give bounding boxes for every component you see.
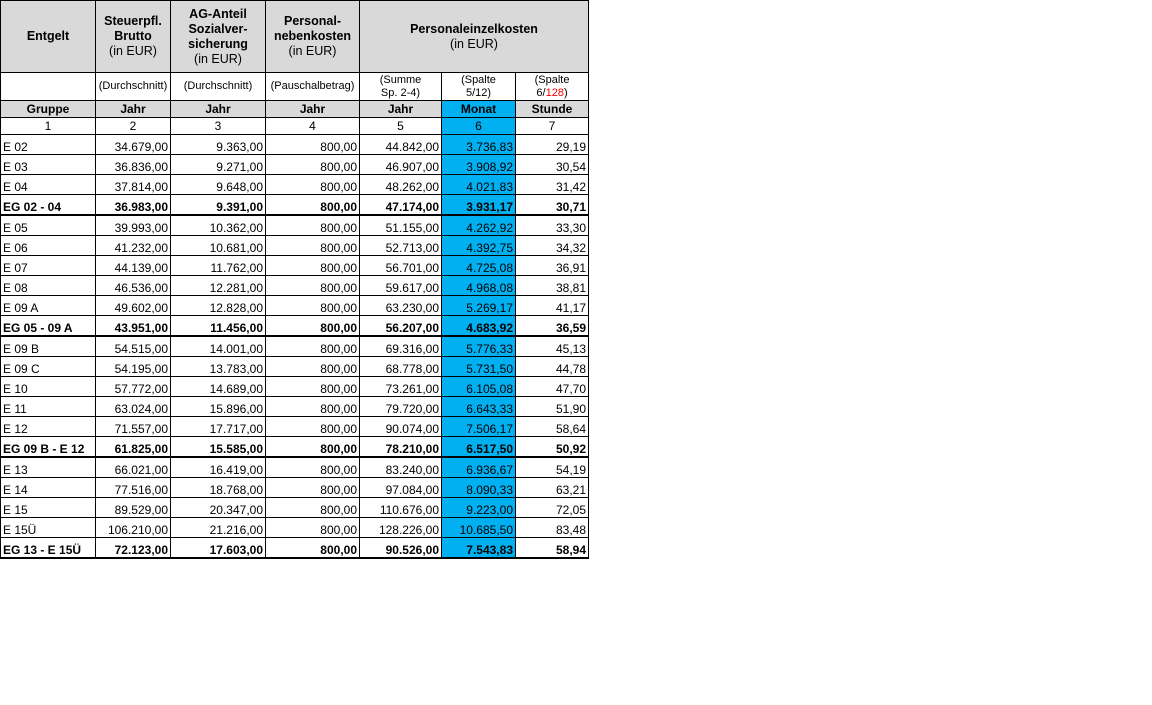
- unit-gruppe: Gruppe: [1, 101, 96, 118]
- cell-gruppe: EG 09 B - E 12: [1, 437, 96, 458]
- cell-col-3: 20.347,00: [171, 498, 266, 518]
- cell-col-4: 800,00: [266, 518, 360, 538]
- cell-col-2: 63.024,00: [96, 397, 171, 417]
- cell-col-6: 4.392,75: [442, 236, 516, 256]
- cell-col-7: 58,94: [516, 538, 589, 559]
- cell-col-5: 63.230,00: [360, 296, 442, 316]
- sub-c6: (Spalte 5/12): [442, 73, 516, 101]
- cell-col-5: 83.240,00: [360, 457, 442, 478]
- cell-col-7: 45,13: [516, 336, 589, 357]
- table-row: [1, 336, 589, 357]
- cell-col-3: 12.281,00: [171, 276, 266, 296]
- cell-col-5: 52.713,00: [360, 236, 442, 256]
- unit-jahr-3: Jahr: [171, 101, 266, 118]
- cell-col-3: 14.689,00: [171, 377, 266, 397]
- colnum-2: 2: [96, 118, 171, 135]
- cell-col-5: 44.842,00: [360, 135, 442, 155]
- cell-col-7: 36,59: [516, 316, 589, 337]
- cell-col-3: 11.456,00: [171, 316, 266, 337]
- cell-col-6: 3.931,17: [442, 195, 516, 216]
- cell-col-2: 66.021,00: [96, 457, 171, 478]
- cell-col-5: 51.155,00: [360, 215, 442, 236]
- cell-col-4: 800,00: [266, 377, 360, 397]
- cell-col-3: 21.216,00: [171, 518, 266, 538]
- unit-jahr-2: Jahr: [96, 101, 171, 118]
- cell-col-6: 9.223,00: [442, 498, 516, 518]
- cell-col-4: 800,00: [266, 397, 360, 417]
- cell-col-6: 4.968,08: [442, 276, 516, 296]
- header-ag-anteil: AG-Anteil Sozialver- sicherung (in EUR): [171, 1, 266, 73]
- cell-col-6: 3.908,92: [442, 155, 516, 175]
- cell-col-3: 16.419,00: [171, 457, 266, 478]
- table-row: [1, 256, 589, 276]
- cell-gruppe: E 09 B: [1, 336, 96, 357]
- cell-col-5: 90.526,00: [360, 538, 442, 559]
- cell-col-6: 6.643,33: [442, 397, 516, 417]
- table-row: [1, 276, 589, 296]
- cell-col-7: 83,48: [516, 518, 589, 538]
- cell-col-3: 9.391,00: [171, 195, 266, 216]
- cell-col-2: 71.557,00: [96, 417, 171, 437]
- cell-col-7: 36,91: [516, 256, 589, 276]
- cell-col-3: 9.271,00: [171, 155, 266, 175]
- table-row: [1, 518, 589, 538]
- cell-col-4: 800,00: [266, 498, 360, 518]
- cell-col-6: 5.776,33: [442, 336, 516, 357]
- table-row: [1, 457, 589, 478]
- cell-gruppe: E 15Ü: [1, 518, 96, 538]
- table-row-subtotal: [1, 316, 589, 337]
- cell-gruppe: E 12: [1, 417, 96, 437]
- cell-col-4: 800,00: [266, 296, 360, 316]
- unit-jahr-5: Jahr: [360, 101, 442, 118]
- cell-col-7: 63,21: [516, 478, 589, 498]
- cell-col-2: 37.814,00: [96, 175, 171, 195]
- cell-col-4: 800,00: [266, 478, 360, 498]
- cell-col-5: 46.907,00: [360, 155, 442, 175]
- table-row-subtotal: [1, 195, 589, 216]
- table-row-subtotal: [1, 538, 589, 559]
- cell-col-5: 59.617,00: [360, 276, 442, 296]
- sub-c3: (Durchschnitt): [171, 73, 266, 101]
- cell-col-5: 68.778,00: [360, 357, 442, 377]
- cell-col-6: 6.936,67: [442, 457, 516, 478]
- cell-gruppe: E 02: [1, 135, 96, 155]
- cell-col-7: 38,81: [516, 276, 589, 296]
- cell-gruppe: E 08: [1, 276, 96, 296]
- cell-col-6: 8.090,33: [442, 478, 516, 498]
- header-personaleinzelkosten: Personaleinzelkosten (in EUR): [360, 1, 589, 73]
- cell-col-3: 9.363,00: [171, 135, 266, 155]
- cell-gruppe: E 09 A: [1, 296, 96, 316]
- header-personalnebenkosten: Personal- nebenkosten (in EUR): [266, 1, 360, 73]
- cell-col-2: 43.951,00: [96, 316, 171, 337]
- cell-col-6: 7.543,83: [442, 538, 516, 559]
- cell-col-5: 47.174,00: [360, 195, 442, 216]
- cell-col-7: 30,54: [516, 155, 589, 175]
- cell-col-3: 9.648,00: [171, 175, 266, 195]
- sub-c4: (Pauschalbetrag): [266, 73, 360, 101]
- cell-col-4: 800,00: [266, 538, 360, 559]
- cell-col-7: 44,78: [516, 357, 589, 377]
- cell-col-5: 128.226,00: [360, 518, 442, 538]
- colnum-6: 6: [442, 118, 516, 135]
- cell-gruppe: E 07: [1, 256, 96, 276]
- cell-col-3: 17.717,00: [171, 417, 266, 437]
- cell-col-4: 800,00: [266, 155, 360, 175]
- cell-col-5: 110.676,00: [360, 498, 442, 518]
- cell-col-2: 61.825,00: [96, 437, 171, 458]
- cell-col-5: 79.720,00: [360, 397, 442, 417]
- cell-col-2: 72.123,00: [96, 538, 171, 559]
- cell-col-2: 54.195,00: [96, 357, 171, 377]
- cell-col-7: 31,42: [516, 175, 589, 195]
- cell-gruppe: E 10: [1, 377, 96, 397]
- cell-col-6: 4.725,08: [442, 256, 516, 276]
- cell-col-6: 10.685,50: [442, 518, 516, 538]
- cell-gruppe: E 13: [1, 457, 96, 478]
- colnum-1: 1: [1, 118, 96, 135]
- cell-gruppe: E 15: [1, 498, 96, 518]
- cell-col-7: 54,19: [516, 457, 589, 478]
- cell-gruppe: EG 13 - E 15Ü: [1, 538, 96, 559]
- table-row: [1, 357, 589, 377]
- cell-col-6: 6.517,50: [442, 437, 516, 458]
- cell-col-5: 90.074,00: [360, 417, 442, 437]
- cell-col-7: 33,30: [516, 215, 589, 236]
- cell-col-7: 72,05: [516, 498, 589, 518]
- cell-col-4: 800,00: [266, 457, 360, 478]
- cell-col-4: 800,00: [266, 417, 360, 437]
- cell-col-7: 47,70: [516, 377, 589, 397]
- cell-col-7: 34,32: [516, 236, 589, 256]
- cell-col-6: 4.262,92: [442, 215, 516, 236]
- cell-col-7: 51,90: [516, 397, 589, 417]
- colnum-3: 3: [171, 118, 266, 135]
- cell-col-4: 800,00: [266, 236, 360, 256]
- table-row: [1, 135, 589, 155]
- cell-col-6: 6.105,08: [442, 377, 516, 397]
- cell-col-3: 17.603,00: [171, 538, 266, 559]
- cell-col-5: 48.262,00: [360, 175, 442, 195]
- cell-col-2: 34.679,00: [96, 135, 171, 155]
- header-row-sub: [1, 73, 589, 101]
- cell-col-6: 3.736,83: [442, 135, 516, 155]
- header-row-units: [1, 101, 589, 118]
- cell-col-4: 800,00: [266, 276, 360, 296]
- sub-c5: (Summe Sp. 2-4): [360, 73, 442, 101]
- cell-gruppe: E 09 C: [1, 357, 96, 377]
- cell-gruppe: E 04: [1, 175, 96, 195]
- table-row: [1, 175, 589, 195]
- cell-col-2: 44.139,00: [96, 256, 171, 276]
- sub-c2: (Durchschnitt): [96, 73, 171, 101]
- cell-gruppe: E 05: [1, 215, 96, 236]
- table-row: [1, 417, 589, 437]
- cell-col-5: 97.084,00: [360, 478, 442, 498]
- cell-col-7: 30,71: [516, 195, 589, 216]
- cell-col-2: 41.232,00: [96, 236, 171, 256]
- cell-col-4: 800,00: [266, 357, 360, 377]
- cell-col-2: 46.536,00: [96, 276, 171, 296]
- cell-col-3: 13.783,00: [171, 357, 266, 377]
- table-row: [1, 498, 589, 518]
- cell-col-2: 36.836,00: [96, 155, 171, 175]
- personnel-cost-table: [0, 0, 589, 559]
- header-row-main: [1, 1, 589, 73]
- cell-col-3: 14.001,00: [171, 336, 266, 357]
- cell-col-4: 800,00: [266, 256, 360, 276]
- table-row-subtotal: [1, 437, 589, 458]
- cell-col-5: 78.210,00: [360, 437, 442, 458]
- cell-col-3: 10.681,00: [171, 236, 266, 256]
- table-row: [1, 397, 589, 417]
- cell-col-4: 800,00: [266, 195, 360, 216]
- table-row: [1, 377, 589, 397]
- sub-c7: (Spalte 6/128): [516, 73, 589, 101]
- cell-gruppe: E 11: [1, 397, 96, 417]
- cell-col-2: 54.515,00: [96, 336, 171, 357]
- cell-col-3: 15.585,00: [171, 437, 266, 458]
- sub-c1: [1, 73, 96, 101]
- cell-col-3: 15.896,00: [171, 397, 266, 417]
- table-row: [1, 215, 589, 236]
- unit-stunde: Stunde: [516, 101, 589, 118]
- unit-monat: Monat: [442, 101, 516, 118]
- cell-col-7: 41,17: [516, 296, 589, 316]
- cell-col-5: 69.316,00: [360, 336, 442, 357]
- cell-col-6: 4.683,92: [442, 316, 516, 337]
- cell-col-6: 7.506,17: [442, 417, 516, 437]
- cell-gruppe: E 06: [1, 236, 96, 256]
- cell-col-2: 57.772,00: [96, 377, 171, 397]
- cell-col-2: 77.516,00: [96, 478, 171, 498]
- unit-jahr-4: Jahr: [266, 101, 360, 118]
- colnum-7: 7: [516, 118, 589, 135]
- cell-col-6: 5.731,50: [442, 357, 516, 377]
- cell-col-3: 10.362,00: [171, 215, 266, 236]
- table-row: [1, 236, 589, 256]
- table-row: [1, 155, 589, 175]
- cell-col-2: 36.983,00: [96, 195, 171, 216]
- cell-gruppe: EG 02 - 04: [1, 195, 96, 216]
- cell-col-2: 89.529,00: [96, 498, 171, 518]
- cell-gruppe: EG 05 - 09 A: [1, 316, 96, 337]
- cell-col-4: 800,00: [266, 215, 360, 236]
- colnum-5: 5: [360, 118, 442, 135]
- header-entgelt: Entgelt: [1, 1, 96, 73]
- colnum-4: 4: [266, 118, 360, 135]
- cell-col-7: 58,64: [516, 417, 589, 437]
- cell-col-3: 11.762,00: [171, 256, 266, 276]
- cell-col-5: 56.701,00: [360, 256, 442, 276]
- cell-col-5: 56.207,00: [360, 316, 442, 337]
- cell-col-2: 106.210,00: [96, 518, 171, 538]
- cell-col-7: 29,19: [516, 135, 589, 155]
- cell-col-3: 18.768,00: [171, 478, 266, 498]
- table-row: [1, 478, 589, 498]
- header-steuerpfl-brutto: Steuerpfl. Brutto (in EUR): [96, 1, 171, 73]
- header-row-numbers: [1, 118, 589, 135]
- cell-gruppe: E 03: [1, 155, 96, 175]
- table-row: [1, 296, 589, 316]
- cell-col-4: 800,00: [266, 135, 360, 155]
- cell-col-6: 4.021,83: [442, 175, 516, 195]
- cell-col-4: 800,00: [266, 316, 360, 337]
- cell-col-3: 12.828,00: [171, 296, 266, 316]
- cell-col-4: 800,00: [266, 437, 360, 458]
- cell-col-4: 800,00: [266, 175, 360, 195]
- cell-col-6: 5.269,17: [442, 296, 516, 316]
- cell-gruppe: E 14: [1, 478, 96, 498]
- cell-col-7: 50,92: [516, 437, 589, 458]
- cell-col-2: 49.602,00: [96, 296, 171, 316]
- cell-col-4: 800,00: [266, 336, 360, 357]
- cell-col-2: 39.993,00: [96, 215, 171, 236]
- cell-col-5: 73.261,00: [360, 377, 442, 397]
